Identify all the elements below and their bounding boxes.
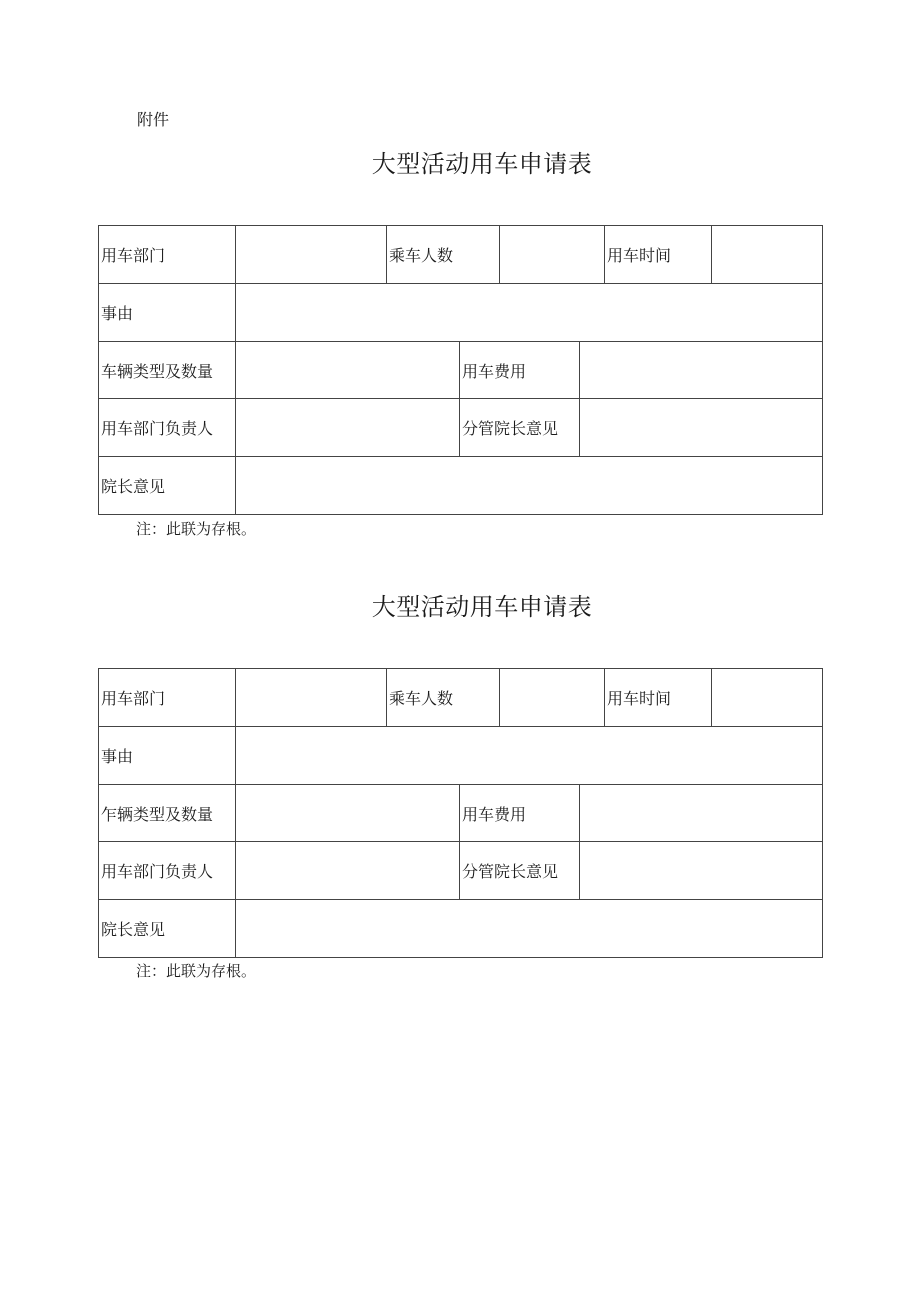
reason-field[interactable]	[236, 284, 823, 342]
vice-dean-field[interactable]	[580, 399, 823, 457]
table-row	[99, 457, 823, 515]
cost-label: 用车费用	[460, 342, 580, 399]
dept-head-field[interactable]	[236, 842, 460, 900]
vehicle-label: 车辆类型及数量	[99, 342, 236, 399]
application-form-table	[98, 668, 823, 958]
table-row	[99, 842, 823, 900]
dean-field[interactable]	[236, 457, 823, 515]
table-row	[99, 785, 823, 842]
time-label: 用车时间	[605, 226, 712, 284]
table-row	[99, 727, 823, 785]
stub-note: 注：此联为存根。	[136, 520, 257, 538]
table-row	[99, 399, 823, 457]
table-row	[99, 669, 823, 727]
time-field[interactable]	[712, 669, 823, 727]
passengers-label: 乘车人数	[387, 669, 500, 727]
vice-dean-field[interactable]	[580, 842, 823, 900]
cost-field[interactable]	[580, 785, 823, 842]
dean-label: 院长意见	[99, 457, 236, 515]
passengers-field[interactable]	[500, 669, 605, 727]
dept-head-label: 用车部门负责人	[99, 399, 236, 457]
cost-label: 用车费用	[460, 785, 580, 842]
cost-field[interactable]	[580, 342, 823, 399]
passengers-label: 乘车人数	[387, 226, 500, 284]
dept-field[interactable]	[236, 226, 387, 284]
dept-head-field[interactable]	[236, 399, 460, 457]
attachment-label: 附件	[137, 110, 170, 129]
application-form-table	[98, 225, 823, 515]
table-row	[99, 284, 823, 342]
vice-dean-label: 分管院长意见	[460, 399, 580, 457]
dean-label: 院长意见	[99, 900, 236, 958]
reason-label: 事由	[99, 284, 236, 342]
vice-dean-label: 分管院长意见	[460, 842, 580, 900]
vehicle-field[interactable]	[236, 342, 460, 399]
vehicle-field[interactable]	[236, 785, 460, 842]
form-title: 大型活动用车申请表	[371, 593, 593, 621]
dept-label: 用车部门	[99, 226, 236, 284]
form-title: 大型活动用车申请表	[371, 150, 593, 178]
time-field[interactable]	[712, 226, 823, 284]
dept-head-label: 用车部门负责人	[99, 842, 236, 900]
dept-field[interactable]	[236, 669, 387, 727]
stub-note: 注：此联为存根。	[136, 962, 257, 980]
table-row	[99, 342, 823, 399]
reason-field[interactable]	[236, 727, 823, 785]
table-row	[99, 226, 823, 284]
time-label: 用车时间	[605, 669, 712, 727]
passengers-field[interactable]	[500, 226, 605, 284]
vehicle-label: 乍辆类型及数量	[99, 785, 236, 842]
dean-field[interactable]	[236, 900, 823, 958]
table-row	[99, 900, 823, 958]
reason-label: 事由	[99, 727, 236, 785]
dept-label: 用车部门	[99, 669, 236, 727]
